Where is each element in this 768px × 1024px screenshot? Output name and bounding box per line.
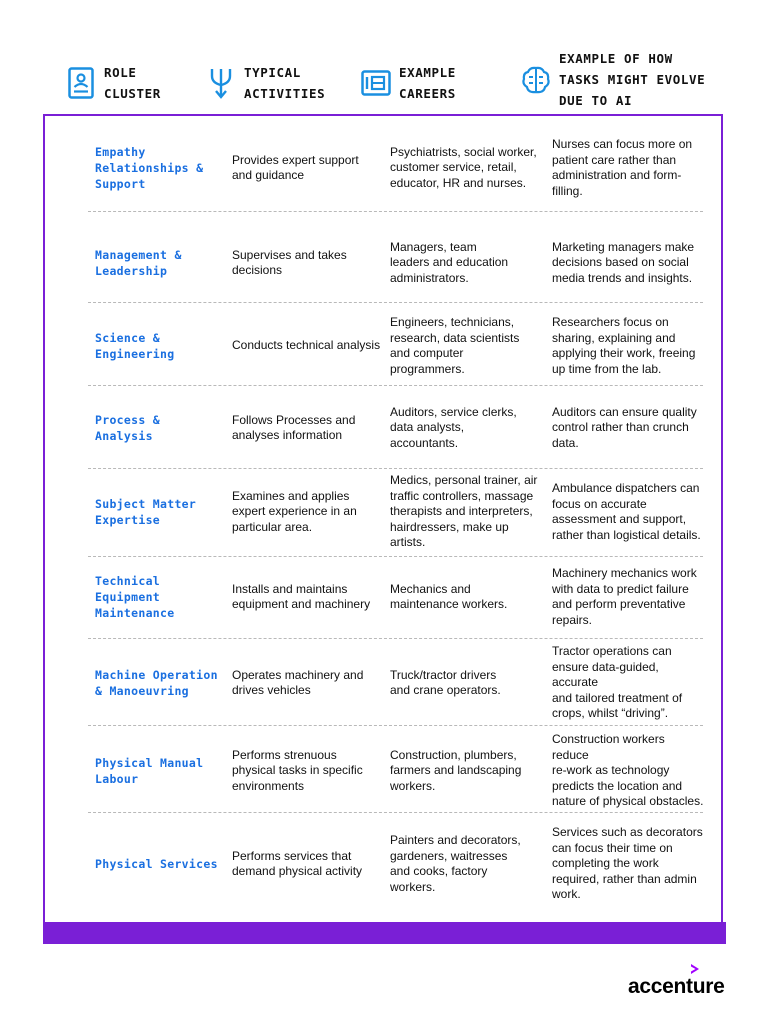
accenture-wordmark: accenture (628, 975, 725, 998)
table-row (88, 390, 703, 466)
row-divider (88, 556, 703, 557)
careers-cell: Mechanics and maintenance workers. (390, 581, 508, 611)
table-row (88, 128, 703, 208)
footer-accent-bar (43, 922, 726, 944)
activity-cell: Installs and maintains equipment and machinery (232, 581, 371, 611)
brain-icon (521, 63, 551, 97)
table-row (88, 818, 703, 910)
role-cell: Empathy Relationships & Support (95, 145, 204, 191)
role-cell: Science & Engineering (95, 331, 175, 361)
careers-cell: Auditors, service clerks, data analysts, accountants. (390, 404, 517, 450)
role-cell: Subject Matter Expertise (95, 497, 197, 527)
table-row (88, 306, 703, 386)
accenture-logo (628, 962, 738, 1002)
role-cell: Physical Manual Labour (95, 756, 204, 786)
role-cell: Process & Analysis (95, 413, 161, 443)
careers-cell: Managers, team leaders and education administrators. (390, 239, 509, 285)
evolve-cell: Marketing managers make decisions based on social media trends and insights. (552, 239, 695, 285)
evolve-cell: Construction workers reduce re-work as technology predicts the location and nature of physical obstacles. (552, 732, 704, 809)
header-evolve-label: EXAMPLE OF HOW TASKS MIGHT EVOLVE DUE TO AI (559, 51, 706, 108)
header-role-cluster-label: ROLE CLUSTER (104, 65, 161, 101)
header-example-careers-label: EXAMPLE CAREERS (399, 65, 456, 101)
role-cell: Physical Services (95, 857, 218, 871)
careers-cell: Psychiatrists, social worker, customer service, retail, educator, HR and nurses. (390, 144, 537, 190)
table-row (88, 223, 703, 303)
evolve-cell: Machinery mechanics work with data to predict failure and perform preventative repairs. (552, 566, 697, 627)
header-evolve (521, 48, 705, 111)
activity-cell: Performs services that demand physical activity (232, 848, 363, 878)
role-cell: Technical Equipment Maintenance (95, 574, 175, 620)
evolve-cell: Researchers focus on sharing, explaining and applying their work, freeing up time from the lab. (552, 315, 696, 376)
table-row (88, 472, 703, 552)
evolve-cell: Ambulance dispatchers can focus on accurate assessment and support, rather than logistical details. (552, 481, 701, 542)
row-divider (88, 385, 703, 386)
table-row (88, 730, 703, 812)
row-divider (88, 302, 703, 303)
evolve-cell: Services such as decorators can focus their time on completing the work required, rather than admin work. (552, 825, 703, 902)
header-role-cluster (66, 62, 161, 104)
activity-cell: Conducts technical analysis (232, 338, 381, 353)
activity-cell: Operates machinery and drives vehicles (232, 667, 364, 697)
activity-cell: Supervises and takes decisions (232, 247, 347, 277)
header-typical-activities (206, 62, 325, 104)
career-card-icon (361, 66, 391, 100)
branching-arrows-icon (206, 66, 236, 100)
activity-cell: Follows Processes and analyses information (232, 412, 356, 442)
activity-cell: Performs strenuous physical tasks in specific environments (232, 747, 363, 793)
row-divider (88, 211, 703, 212)
careers-cell: Medics, personal trainer, air traffic controllers, massage therapists and interpreters, hairdressers, make up artists. (390, 473, 538, 550)
table-row (88, 558, 703, 636)
header-typical-activities-label: TYPICAL ACTIVITIES (244, 65, 326, 101)
role-cell: Management & Leadership (95, 248, 182, 278)
careers-cell: Painters and decorators, gardeners, waitresses and cooks, factory workers. (390, 833, 521, 894)
evolve-cell: Tractor operations can ensure data-guided, accurate and tailored treatment of crops, whilst “driving”. (552, 644, 683, 721)
role-cell: Machine Operation & Manoeuvring (95, 668, 218, 698)
careers-cell: Truck/tractor drivers and crane operators. (390, 667, 501, 697)
row-divider (88, 638, 703, 639)
row-divider (88, 812, 703, 813)
activity-cell: Examines and applies expert experience in an particular area. (232, 488, 357, 534)
evolve-cell: Auditors can ensure quality control rather than crunch data. (552, 404, 697, 450)
id-badge-icon (66, 66, 96, 100)
table-row (88, 644, 703, 722)
evolve-cell: Nurses can focus more on patient care rather than administration and form-filling. (552, 137, 693, 198)
careers-cell: Construction, plumbers, farmers and landscaping workers. (390, 747, 522, 793)
row-divider (88, 468, 703, 469)
row-divider (88, 725, 703, 726)
activity-cell: Provides expert support and guidance (232, 152, 359, 182)
careers-cell: Engineers, technicians, research, data scientists and computer programmers. (390, 315, 520, 376)
header-example-careers (361, 62, 456, 104)
